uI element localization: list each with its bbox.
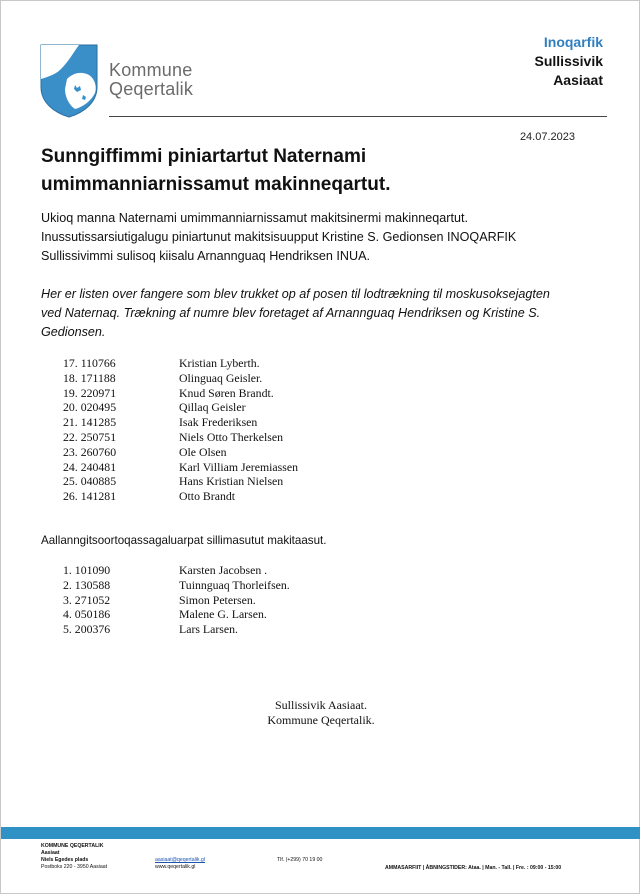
title-line-2: umimmanniarnissamut makinneqartut. [41, 174, 391, 195]
list-item-name: Ole Olsen [179, 444, 227, 459]
list-item [63, 445, 298, 460]
list-item [63, 593, 290, 608]
reserves-list [63, 563, 290, 637]
footer-city: Aasiaat [41, 850, 60, 856]
header-city: Aasiaat [553, 72, 603, 88]
footer [1, 839, 640, 895]
list-item-number: 21. 141285 [63, 415, 117, 430]
header-divider [109, 116, 607, 117]
footer-address [41, 843, 107, 871]
title-line-1: Sunngiffimmi piniartartut Naternami [41, 146, 367, 167]
list-item [63, 460, 298, 475]
list-item-number: 26. 141281 [63, 489, 117, 504]
closing-signature [1, 698, 640, 728]
list-item-name: Karsten Jacobsen . [179, 563, 268, 577]
list-item-name: Simon Petersen. [179, 592, 256, 607]
reserves-heading: Aallanngitsoortoqassagaluarpat sillimasutut makitaasut. [41, 534, 327, 547]
coat-of-arms-icon [39, 43, 99, 119]
list-item-number: 17. 110766 [63, 356, 116, 370]
list-item-name: Kristian Lyberth. [179, 356, 260, 370]
list-item-name: Tuinnguaq Thorleifsen. [179, 577, 290, 592]
list-item-name: Niels Otto Therkelsen [179, 429, 283, 444]
note-line-1: Her er listen over fangere som blev trukket op af posen til lodtrækning til moskusoksejagten [41, 287, 550, 301]
footer-street: Niels Egedes plads [41, 857, 89, 863]
list-item-name: Qillaq Geisler [179, 400, 246, 415]
note-line-2: ved Naternaq. Trækning af numre blev foretaget af Arnannguaq Hendriksen og Kristine S. [41, 306, 541, 320]
list-item-number: 19. 220971 [63, 385, 117, 400]
closing-line-2: Kommune Qeqertalik. [267, 713, 375, 727]
footer-opening-hours: AMMASARFIIT | ÅBNINGSTIDER: Ataa. | Man. - Tall. | Fre. : 09:00 - 15:00 [385, 865, 562, 871]
intro-line-1: Ukioq manna Naternami umimmanniarnissamut makitsinermi makinneqartut. [41, 211, 468, 225]
footer-contact [155, 857, 205, 871]
intro-line-3: Sullissivimmi sulisoq kiisalu Arnannguaq Hendriksen INUA. [41, 249, 370, 263]
footer-phone: Tlf. (+299) 70 19 00 [277, 857, 323, 863]
list-item-number: 23. 260760 [63, 444, 117, 459]
list-item [63, 622, 290, 637]
footer-web: www.qeqertalik.gl [155, 864, 196, 870]
list-item [63, 489, 298, 504]
list-item-name: Olinguaq Geisler. [179, 370, 263, 385]
list-item-name: Hans Kristian Nielsen [179, 474, 284, 489]
list-item-name: Otto Brandt [179, 489, 236, 504]
list-item [63, 430, 298, 445]
list-item-name: Isak Frederiksen [179, 415, 258, 430]
brand-line-1: Kommune [109, 60, 193, 80]
list-item [63, 607, 290, 622]
list-item-number: 2. 130588 [63, 577, 111, 592]
list-item [63, 400, 298, 415]
list-item-number: 5. 200376 [63, 622, 111, 637]
list-item-number: 20. 020495 [63, 400, 117, 415]
brand-line-2: Qeqertalik [109, 79, 194, 99]
list-item-number: 25. 040885 [63, 474, 117, 489]
list-item [63, 474, 298, 489]
note-line-3: Gedionsen. [41, 325, 106, 339]
list-item-number: 3. 271052 [63, 592, 111, 607]
page-title [41, 143, 581, 199]
intro-line-2: Inussutissarsiutigalugu piniartunut makitsisuupput Kristine S. Gedionsen INOQARFIK [41, 230, 517, 244]
footer-org: KOMMUNE QEQERTALIK [41, 843, 104, 849]
footer-postbox: Postboks 220 - 3950 Aasiaat [41, 864, 108, 870]
header-town: Sullissivik [534, 53, 603, 69]
danish-note-paragraph [41, 285, 601, 342]
intro-paragraph [41, 209, 601, 266]
list-item [63, 415, 298, 430]
list-item-name: Karl Villiam Jeremiassen [179, 459, 298, 474]
footer-color-band [1, 827, 640, 839]
winners-list [63, 356, 298, 504]
list-item-number: 18. 171188 [63, 370, 116, 385]
list-item-name: Knud Søren Brandt. [179, 385, 274, 400]
header-dept: Inoqarfik [543, 34, 603, 50]
list-item [63, 356, 298, 371]
list-item [63, 578, 290, 593]
list-item-number: 24. 240481 [63, 459, 117, 474]
list-item-number: 4. 050186 [63, 607, 111, 622]
list-item-number: 22. 250751 [63, 429, 117, 444]
document-date: 24.07.2023 [519, 131, 575, 143]
list-item-name: Lars Larsen. [179, 622, 238, 637]
list-item [63, 563, 290, 578]
list-item-name: Malene G. Larsen. [179, 607, 267, 622]
footer-email-link[interactable]: aasiaat@qeqertalik.gl [155, 857, 205, 863]
list-item-number: 1. 101090 [63, 563, 111, 577]
header-office [535, 33, 603, 90]
list-item [63, 386, 298, 401]
list-item [63, 371, 298, 386]
brand-wordmark [109, 61, 193, 99]
closing-line-1: Sullissivik Aasiaat. [274, 698, 367, 712]
